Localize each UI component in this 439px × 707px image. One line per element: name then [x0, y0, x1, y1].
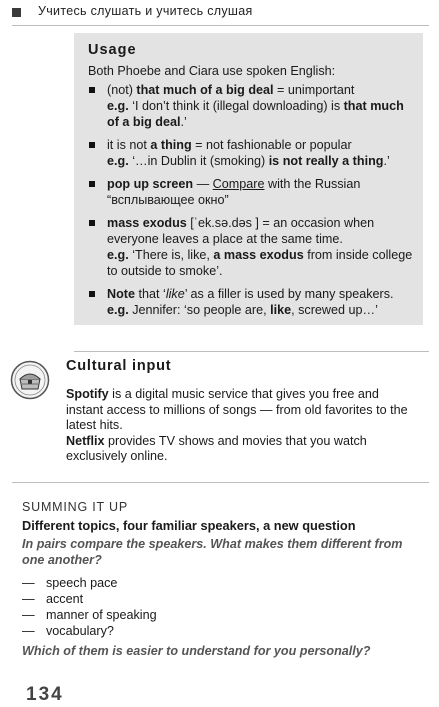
cultural-body [66, 387, 416, 465]
netflix-paragraph: Netflix provides TV shows and movies that you watch exclusively online. [66, 433, 367, 463]
list-item: — speech pace [22, 576, 118, 590]
bullet-square-icon [89, 220, 95, 226]
usage-item: Note that ‘like’ as a filler is used by many speakers. e.g. Jennifer: ‘so people are, like, screwed up…’ [88, 286, 415, 318]
list-item: — vocabulary? [22, 624, 114, 638]
usage-item: (not) that much of a big deal = unimportant e.g. ‘I don’t think it (illegal downloading) is that much of a big deal.’ [88, 82, 415, 130]
usage-box [74, 33, 423, 325]
usage-item: mass exodus [ˈek.sə.dəs ] = an occasion when everyone leaves a place at the same time. e.g. ‘There is, like, a mass exodus from inside college to outside to smoke’. [88, 215, 415, 279]
bullet-square-icon [89, 87, 95, 93]
header-marker [12, 8, 21, 17]
list-item: — manner of speaking [22, 608, 157, 622]
summing-heading: Different topics, four familiar speakers, a new question [22, 518, 356, 533]
section-divider [12, 482, 429, 483]
bullet-square-icon [89, 181, 95, 187]
treasure-chest-icon [10, 360, 50, 400]
page-number: 134 [26, 684, 64, 705]
comparison-list [22, 575, 157, 639]
header-divider [12, 25, 429, 26]
bullet-square-icon [89, 142, 95, 148]
summing-task: In pairs compare the speakers. What makes them different from one another? [22, 537, 403, 567]
list-item: — accent [22, 592, 84, 606]
running-header: Учитесь слушать и учитесь слушая [38, 4, 253, 18]
bullet-square-icon [89, 291, 95, 297]
summing-title: SUMMING IT UP [22, 500, 129, 514]
summing-question: Which of them is easier to understand for you personally? [22, 644, 371, 658]
usage-item: pop up screen — Compare with the Russian “всплывающее окно” [88, 176, 415, 208]
cultural-title: Cultural input [66, 358, 172, 374]
usage-intro: Both Phoebe and Ciara use spoken English: [88, 64, 336, 78]
spotify-paragraph: Spotify is a digital music service that gives you free and instant access to millions of songs — from old favorites to the latest hits. [66, 387, 408, 432]
cultural-divider [74, 351, 429, 352]
usage-item: it is not a thing = not fashionable or popular e.g. ‘…in Dublin it (smoking) is not really a thing.’ [88, 137, 415, 169]
usage-list [88, 82, 415, 318]
usage-title: Usage [88, 42, 137, 58]
